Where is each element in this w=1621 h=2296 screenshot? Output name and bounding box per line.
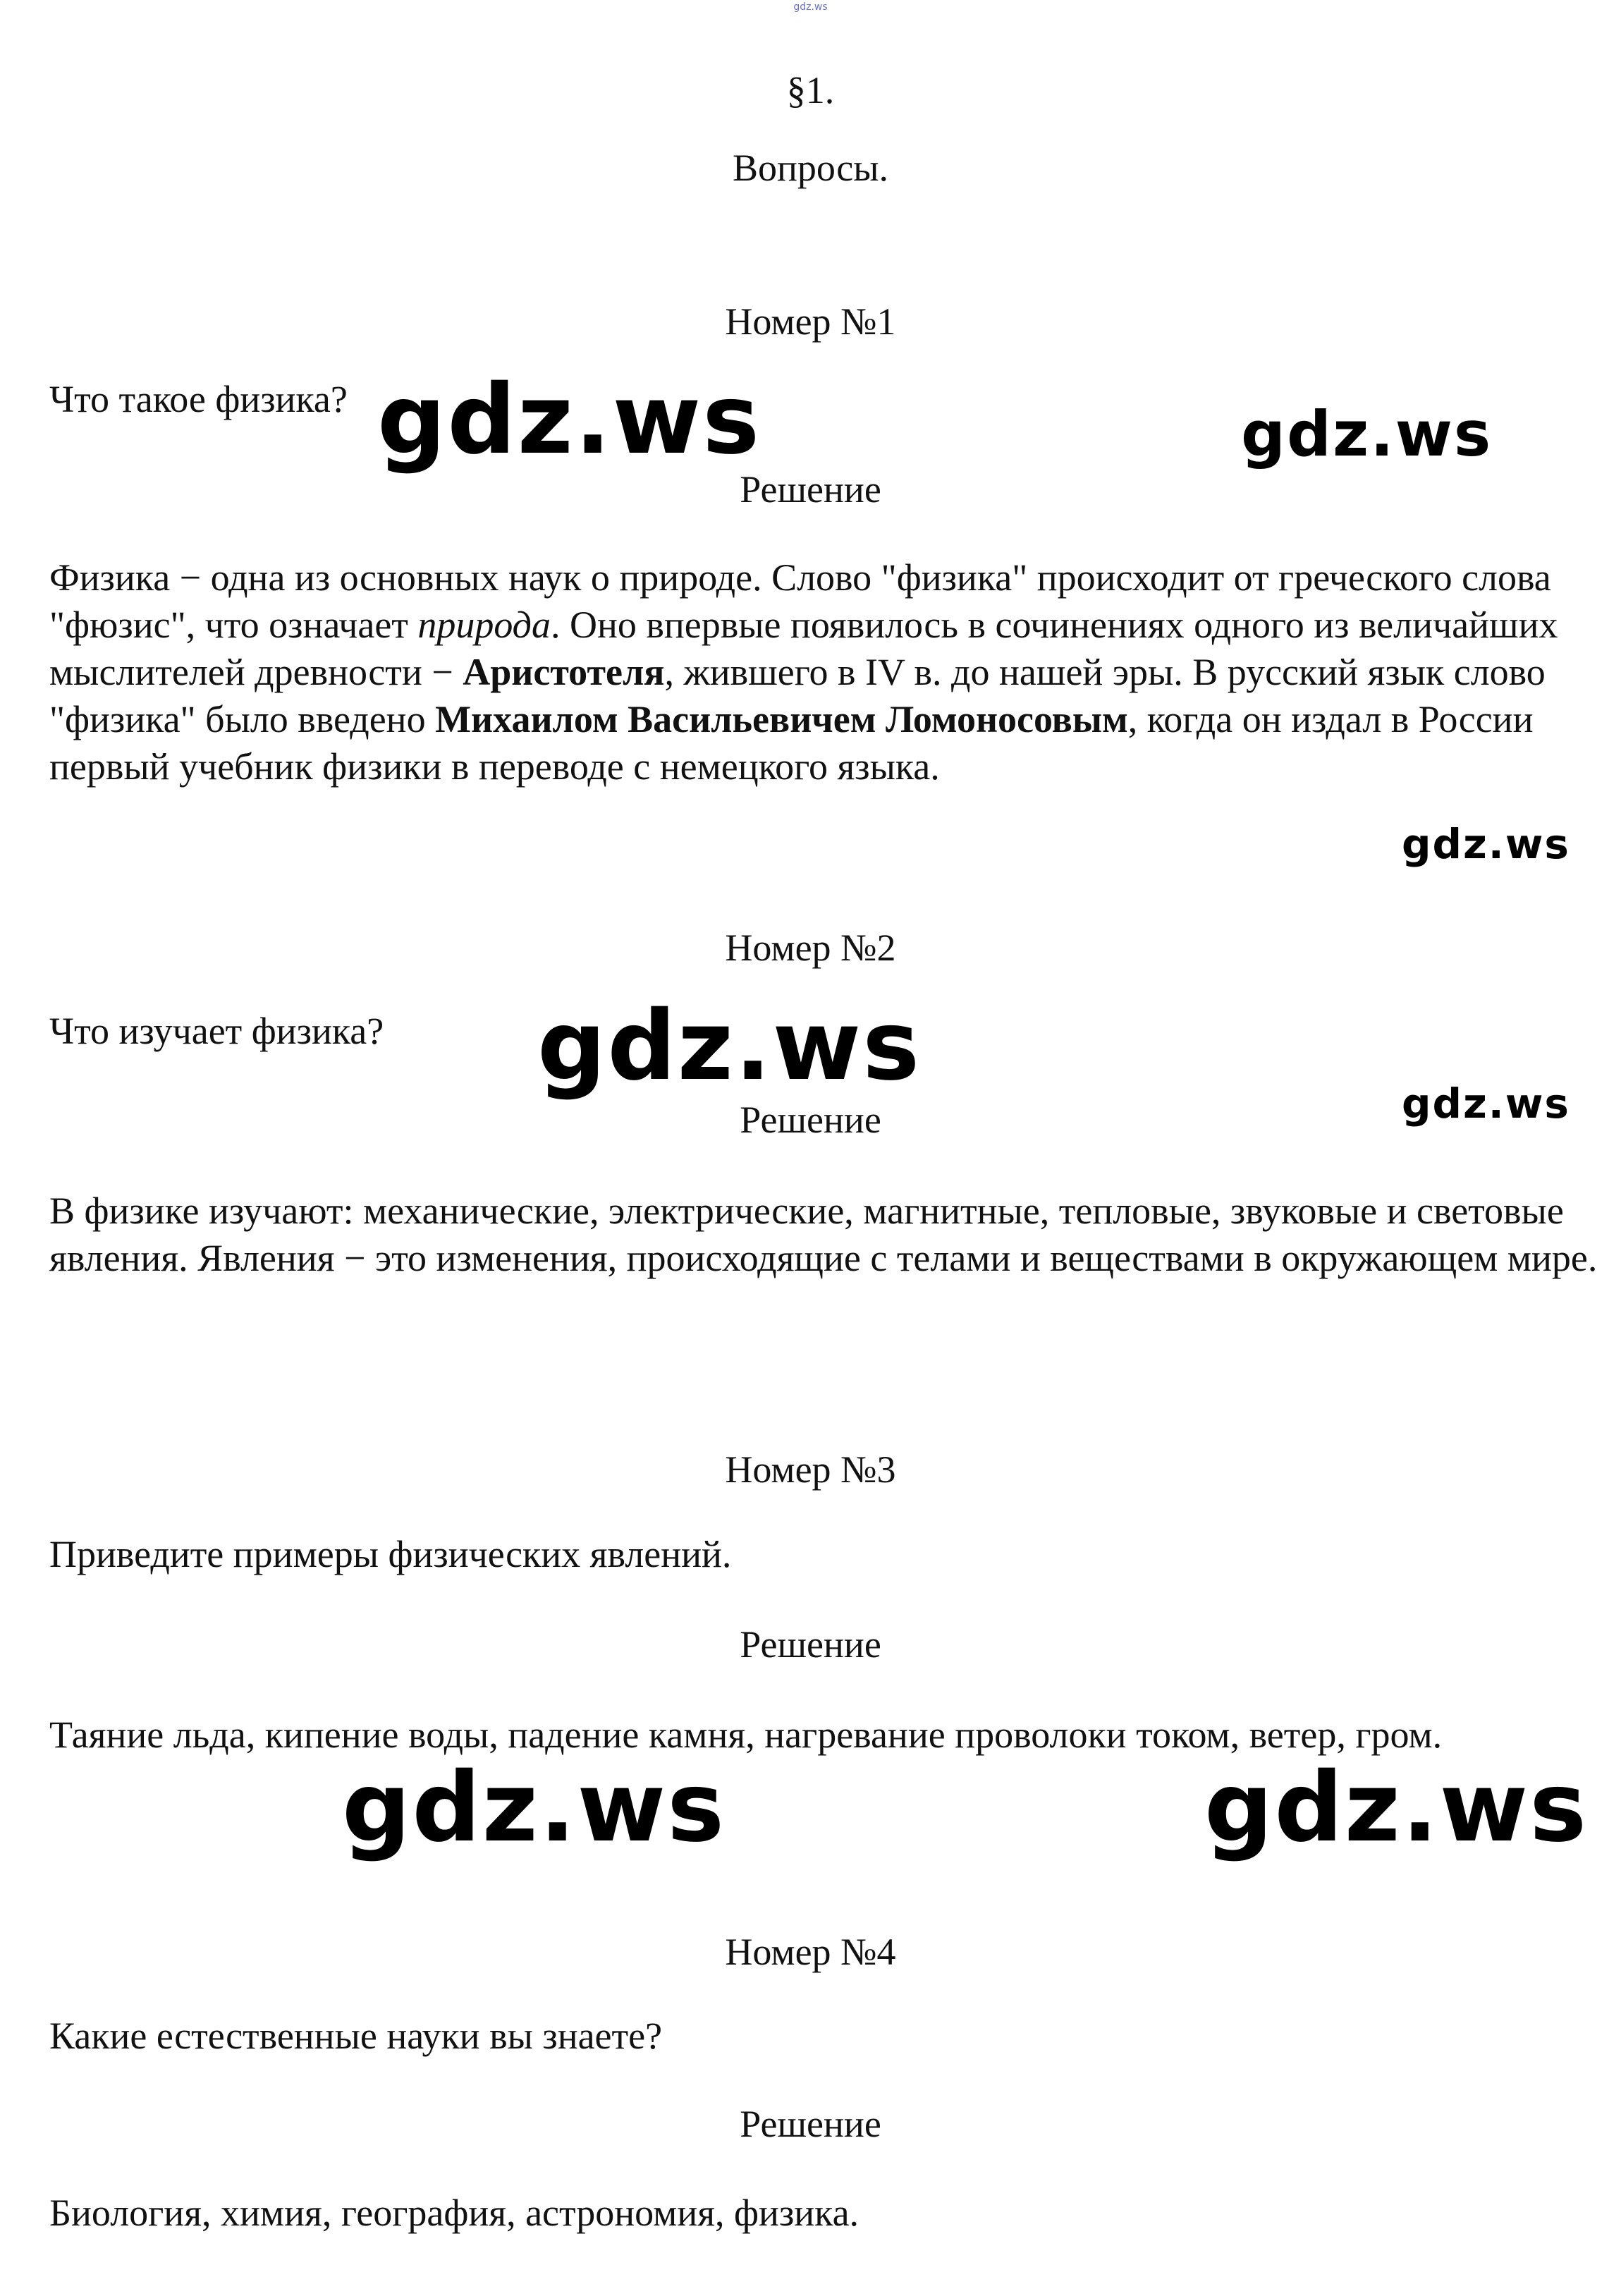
answer-1-bold-aristotle: Аристотеля <box>463 651 665 693</box>
solution-label-2: Решение <box>740 1099 881 1141</box>
watermark-4: gdz.ws <box>537 991 922 1102</box>
watermark-1: gdz.ws <box>377 365 761 476</box>
answer-1-part-4: , когда он издал в России первый учебник физики в переводе с немецкого языка. <box>49 698 1534 788</box>
solution-label-4: Решение <box>740 2103 881 2145</box>
answer-1-part-3: , жившего в IV в. до нашей эры. В русский язык слово "физика" было введено <box>49 651 1546 740</box>
question-text-1: Что такое физика? <box>49 378 348 420</box>
answer-2 <box>49 1187 1601 1282</box>
answer-1 <box>49 554 1601 790</box>
solution-label-1: Решение <box>740 468 881 511</box>
answer-1-bold-lomonosov: Михаилом Васильевичем Ломоносовым <box>435 698 1128 740</box>
top-watermark: gdz.ws <box>793 1 828 13</box>
question-number-1: Номер №1 <box>725 300 896 343</box>
answer-4-text: Биология, химия, география, астрономия, физика. <box>49 2192 860 2234</box>
solution-label-3: Решение <box>740 1623 881 1666</box>
section-title: §1. <box>786 69 835 111</box>
question-text-4: Какие естественные науки вы знаете? <box>49 2015 663 2057</box>
question-number-4: Номер №4 <box>725 1931 896 1973</box>
answer-1-part-1: Физика − одна из основных наук о природе. Слово "физика" происходит от греческого слова "фюзис", что означает <box>49 556 1551 646</box>
watermark-3: gdz.ws <box>1402 820 1570 868</box>
answer-3-text: Таяние льда, кипение воды, падение камня, нагревание проволоки током, ветер, гром. <box>49 1714 1443 1756</box>
answer-1-italic: природа <box>417 604 551 646</box>
watermark-6: gdz.ws <box>342 1752 726 1864</box>
answer-3 <box>49 1711 1601 1759</box>
section-subtitle: Вопросы. <box>732 147 888 189</box>
answer-2-text: В физике изучают: механические, электрические, магнитные, тепловые, звуковые и световые явления. Явления − это изменения, происходящие с телами и веществами в окружающем мире. <box>49 1190 1598 1279</box>
question-number-2: Номер №2 <box>725 927 896 969</box>
question-text-3: Приведите примеры физических явлений. <box>49 1533 732 1575</box>
watermark-7: gdz.ws <box>1204 1752 1589 1864</box>
question-text-2: Что изучает физика? <box>49 1010 384 1052</box>
answer-1-part-2: . Оно впервые появилось в сочинениях одного из величайших мыслителей древности − <box>49 604 1558 693</box>
question-number-3: Номер №3 <box>725 1448 896 1491</box>
watermark-5: gdz.ws <box>1402 1080 1570 1128</box>
watermark-2: gdz.ws <box>1241 398 1493 470</box>
